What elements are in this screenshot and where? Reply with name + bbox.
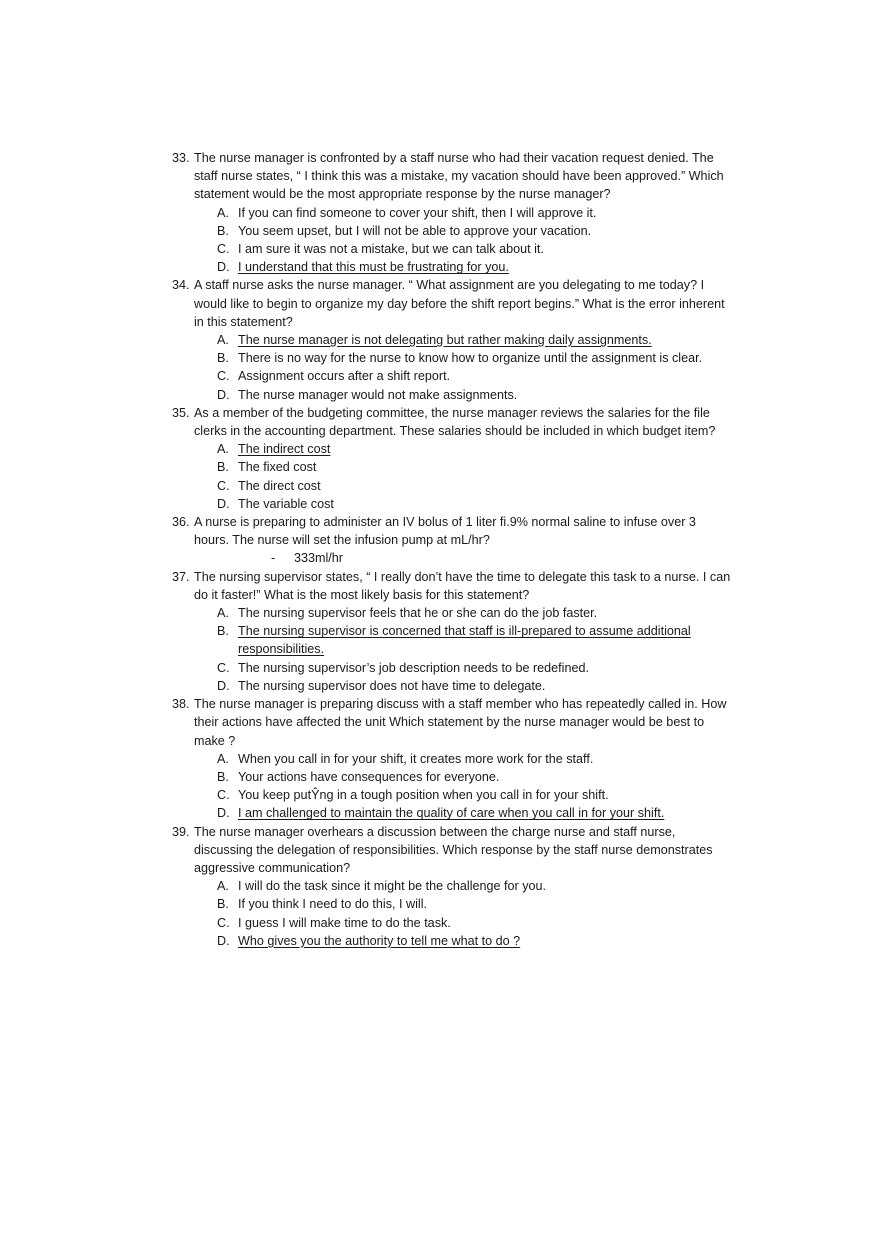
option-text: The nursing supervisor does not have time to delegate. bbox=[238, 678, 546, 693]
option-b bbox=[194, 622, 732, 658]
option-text: The fixed cost bbox=[238, 460, 317, 475]
option-text: The nursing supervisor feels that he or she can do the job faster. bbox=[238, 606, 598, 621]
option-text: If you think I need to do this, I will. bbox=[238, 897, 428, 912]
option-d bbox=[194, 495, 732, 513]
option-text: When you call in for your shift, it creates more work for the staff. bbox=[238, 751, 594, 766]
option-letter: C. bbox=[217, 242, 230, 257]
question-text: The nursing supervisor states, “ I really don’t have the time to delegate this task to a nurse. I can do it faster!” What is the most likely basis for this statement? bbox=[194, 569, 731, 602]
question-list bbox=[172, 149, 732, 950]
option-letter: B. bbox=[217, 624, 229, 639]
option-a bbox=[194, 440, 732, 458]
question-number: 36. bbox=[172, 515, 190, 530]
correct-answer-text: The indirect cost bbox=[238, 442, 331, 457]
option-text: If you can find someone to cover your shift, then I will approve it. bbox=[238, 205, 597, 220]
question-35 bbox=[172, 404, 732, 513]
correct-answer-text: Who gives you the authority to tell me what to do ? bbox=[238, 933, 521, 948]
option-b bbox=[194, 458, 732, 476]
option-letter: C. bbox=[217, 915, 230, 930]
option-letter: C. bbox=[217, 660, 230, 675]
option-text: The variable cost bbox=[238, 496, 334, 511]
question-38 bbox=[172, 695, 732, 822]
question-text: A staff nurse asks the nurse manager. “ What assignment are you delegating to me today? I would like to begin to organize my day before the shift report begins.” What is the error inherent in this statement? bbox=[194, 278, 725, 329]
option-list bbox=[194, 877, 732, 950]
option-list bbox=[194, 750, 732, 823]
option-letter: C. bbox=[217, 788, 230, 803]
option-d bbox=[194, 386, 732, 404]
question-text: The nurse manager overhears a discussion between the charge nurse and staff nurse, discussing the delegation of responsibilities. Which response by the staff nurse demonstrates aggressive communication? bbox=[194, 824, 713, 875]
option-b bbox=[194, 768, 732, 786]
option-a bbox=[194, 331, 732, 349]
option-letter: A. bbox=[217, 606, 229, 621]
option-list bbox=[194, 331, 732, 404]
option-c bbox=[194, 477, 732, 495]
answer-text: 333ml/hr bbox=[294, 551, 343, 566]
correct-answer-text: I am challenged to maintain the quality of care when you call in for your shift. bbox=[238, 806, 665, 821]
option-a bbox=[194, 204, 732, 222]
option-b bbox=[194, 349, 732, 367]
option-letter: B. bbox=[217, 460, 229, 475]
option-b bbox=[194, 222, 732, 240]
option-letter: D. bbox=[217, 496, 230, 511]
option-text: I will do the task since it might be the challenge for you. bbox=[238, 879, 547, 894]
option-letter: B. bbox=[217, 223, 229, 238]
correct-answer-text: I understand that this must be frustrating for you. bbox=[238, 260, 509, 275]
question-33 bbox=[172, 149, 732, 276]
option-letter: B. bbox=[217, 897, 229, 912]
answer-line bbox=[194, 549, 732, 567]
option-a bbox=[194, 750, 732, 768]
option-text: There is no way for the nurse to know how to organize until the assignment is clear. bbox=[238, 351, 703, 366]
question-text: The nurse manager is confronted by a staff nurse who had their vacation request denied. The staff nurse states, “ I think this was a mistake, my vacation should have been approved.” Which statement would be the most appropriate response by the nurse manager? bbox=[194, 151, 724, 202]
option-list bbox=[194, 440, 732, 513]
question-number: 38. bbox=[172, 697, 190, 712]
option-c bbox=[194, 659, 732, 677]
option-letter: A. bbox=[217, 442, 229, 457]
question-number: 33. bbox=[172, 151, 190, 165]
question-text: The nurse manager is preparing discuss with a staff member who has repeatedly called in. How their actions have affected the unit Which statement by the nurse manager would be best to make ? bbox=[194, 697, 727, 748]
answer-dash: - bbox=[271, 551, 276, 566]
correct-answer-text: The nurse manager is not delegating but rather making daily assignments. bbox=[238, 333, 652, 348]
option-list bbox=[194, 604, 732, 695]
question-37 bbox=[172, 568, 732, 695]
option-b bbox=[194, 895, 732, 913]
option-letter: A. bbox=[217, 205, 229, 220]
option-letter: B. bbox=[217, 351, 229, 366]
option-letter: C. bbox=[217, 478, 230, 493]
correct-answer-text: The nursing supervisor is concerned that staff is ill-prepared to assume additional responsibilities. bbox=[238, 624, 691, 657]
option-d bbox=[194, 677, 732, 695]
option-d bbox=[194, 258, 732, 276]
option-letter: B. bbox=[217, 769, 229, 784]
question-39 bbox=[172, 823, 732, 950]
option-c bbox=[194, 240, 732, 258]
option-letter: D. bbox=[217, 806, 230, 821]
option-text: You keep putŶng in a tough position when you call in for your shift. bbox=[238, 788, 609, 803]
question-number: 34. bbox=[172, 278, 190, 293]
question-34 bbox=[172, 276, 732, 403]
question-number: 39. bbox=[172, 824, 190, 839]
option-text: Assignment occurs after a shift report. bbox=[238, 369, 451, 384]
question-36 bbox=[172, 513, 732, 568]
option-letter: A. bbox=[217, 333, 229, 348]
option-a bbox=[194, 604, 732, 622]
option-c bbox=[194, 914, 732, 932]
option-text: The nurse manager would not make assignments. bbox=[238, 387, 518, 402]
option-text: You seem upset, but I will not be able to approve your vacation. bbox=[238, 223, 592, 238]
option-letter: D. bbox=[217, 933, 230, 948]
option-letter: A. bbox=[217, 751, 229, 766]
question-text: A nurse is preparing to administer an IV bolus of 1 liter ﬁ.9% normal saline to infuse over 3 hours. The nurse will set the infusion pump at mL/hr? bbox=[194, 515, 696, 548]
option-text: I guess I will make time to do the task. bbox=[238, 915, 451, 930]
option-text: Your actions have consequences for everyone. bbox=[238, 769, 500, 784]
option-letter: A. bbox=[217, 879, 229, 894]
option-text: The nursing supervisor’s job description needs to be redefined. bbox=[238, 660, 589, 675]
option-d bbox=[194, 932, 732, 950]
option-list bbox=[194, 204, 732, 277]
option-letter: C. bbox=[217, 369, 230, 384]
option-a bbox=[194, 877, 732, 895]
option-text: I am sure it was not a mistake, but we can talk about it. bbox=[238, 242, 544, 257]
option-letter: D. bbox=[217, 678, 230, 693]
option-letter: D. bbox=[217, 387, 230, 402]
option-c bbox=[194, 367, 732, 385]
option-d bbox=[194, 804, 732, 822]
option-text: The direct cost bbox=[238, 478, 321, 493]
question-number: 37. bbox=[172, 569, 190, 584]
option-c bbox=[194, 786, 732, 804]
option-letter: D. bbox=[217, 260, 230, 275]
question-text: As a member of the budgeting committee, the nurse manager reviews the salaries for the file clerks in the accounting department. These salaries should be included in which budget item? bbox=[194, 405, 716, 439]
question-number: 35. bbox=[172, 405, 190, 420]
